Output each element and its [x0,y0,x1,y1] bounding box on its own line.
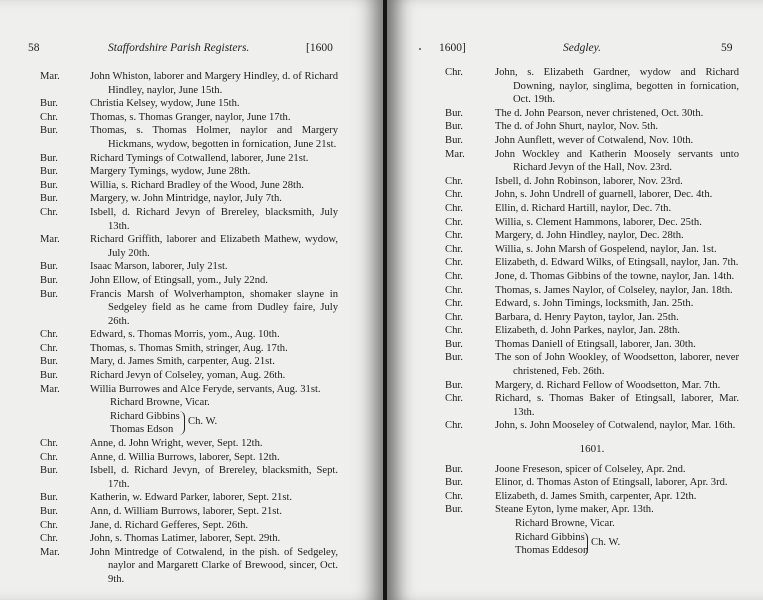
register-entry [445,463,739,477]
entry-type: Bur. [40,356,58,368]
register-entry [40,519,338,533]
entry-text: Elizabeth, d. John Parkes, naylor, Jan. 28th. [495,325,680,337]
entry-type: Bur. [445,477,463,489]
register-entry [40,179,338,193]
register-entry [445,476,739,490]
entry-text: Anne, d. John Wright, wever, Sept. 12th. [90,438,263,450]
register-entry [445,120,739,134]
register-entry [40,152,338,166]
entry-type: Bur. [40,193,58,205]
entry-text: Isbell, d. John Robinson, laborer, Nov. 23rd. [495,175,683,187]
register-entry [40,97,338,111]
register-entry [40,342,338,356]
entry-type: Chr. [40,451,58,463]
entry-type: Chr. [445,202,463,214]
entry-type: Bur. [40,506,58,517]
register-entry [40,464,338,491]
entry-text: Christia Kelsey, wydow, June 15th. [90,98,240,110]
left-register-entries [40,70,338,587]
entry-text: Thomas Daniell of Etingsall, laborer, Jan. 30th. [495,338,696,350]
entry-text: John Wockley and Katherin Moosely servants unto Richard Jevyn of the Hall, Nov. 23rd. [495,148,739,174]
entry-text: Willia, s. Clement Hammons, laborer, Dec. 25th. [495,216,702,228]
entry-text: John Aunflett, wever of Cotwalend, Nov. 10th. [495,134,694,146]
entry-text: Jone, d. Thomas Gibbins of the towne, naylor, Jan. 14th. [495,270,735,282]
entry-type: Mar. [40,234,60,246]
entry-type: Mar. [445,148,465,160]
running-title: Sedgley. [563,42,601,54]
register-entry [40,369,338,383]
register-entry [445,284,739,298]
entry-text: Isaac Marson, laborer, July 21st. [90,261,228,273]
entry-type: Bur. [445,463,463,475]
entry-text: Anne, d. Willia Burrows, laborer, Sept. 12th. [90,451,280,463]
churchwarden-2: Thomas Edson [110,424,174,436]
signatories-block [495,517,739,558]
register-entry [40,70,338,97]
entry-text: Isbell, d. Richard Jevyn of Brereley, blacksmith, July 13th. [90,206,338,232]
entry-type: Chr. [445,216,463,228]
register-entry [445,270,739,284]
right-page [387,0,763,600]
entry-type: Bur. [40,125,58,137]
register-entry [40,124,338,151]
entry-type: Bur. [40,179,58,191]
entry-type: Chr. [40,533,58,545]
entry-type: Chr. [445,325,463,337]
entry-text: John, s. John Undrell of guarnell, laborer, Dec. 4th. [495,189,713,201]
entry-text: Elizabeth, d. James Smith, carpenter, Apr. 12th. [495,490,697,502]
entry-text: Thomas, s. Thomas Smith, stringer, Aug. 17th. [90,342,288,354]
register-entry [40,165,338,179]
entry-type: Bur. [40,152,58,164]
register-entry [40,491,338,505]
register-entry [40,111,338,125]
entry-text: John Mintredge of Cotwalend, in the pish. of Sedgeley, naylor and Margarett Clarke of Brewood, sincer, Oct. 9th. [90,546,338,585]
register-entry [445,503,739,517]
brace-mark [178,411,185,435]
entry-text: Edward, s. Thomas Morris, yom., Aug. 10th. [90,329,280,341]
running-title: Staffordshire Parish Registers. [108,42,250,54]
entry-type: Mar. [40,383,60,395]
entry-text: Edward, s. John Timings, locksmith, Jan. 25th. [495,298,694,310]
entry-type: Chr. [445,311,463,323]
entry-text: Katherin, w. Edward Parker, laborer, Sept. 21st. [90,492,293,504]
page-number: 59 [721,42,733,54]
entry-type: Chr. [40,329,58,341]
entry-type: Chr. [445,230,463,242]
register-entry [40,288,338,329]
entry-type: Chr. [445,257,463,269]
entry-type: Bur. [40,370,58,382]
entry-type: Chr. [445,67,463,78]
entry-text: Margery, d. Richard Fellow of Woodsetton, Mar. 7th. [495,379,721,391]
entry-type: Mar. [40,546,60,558]
year-bracket: 1600] [439,42,466,54]
entry-type: Mar. [40,71,60,82]
register-entry [40,383,338,397]
entry-text: John Ellow, of Etingsall, yom., July 22nd. [90,274,268,286]
register-entry [40,233,338,260]
entry-type: Bur. [445,352,463,364]
register-entry [445,107,739,121]
entry-text: Isbell, d. Richard Jevyn, of Brereley, blacksmith, Sept. 17th. [90,465,338,490]
entry-text: Willia, s. John Marsh of Gospelend, naylor, Jan. 1st. [495,243,717,255]
register-entry [445,490,739,504]
register-entry [445,379,739,393]
register-entry [445,216,739,230]
register-entry [445,297,739,311]
entry-type: Chr. [445,270,463,282]
register-entry [445,134,739,148]
register-entry [40,451,338,465]
entry-text: Elinor, d. Thomas Aston of Etingsall, laborer, Apr. 3rd. [495,477,728,489]
entry-text: The son of John Wookley, of Woodsetton, laborer, never christened, Feb. 26th. [495,352,739,378]
right-register-entries [445,66,739,558]
signatories-block [90,396,338,437]
entry-text: Jane, d. Richard Gefferes, Sept. 26th. [90,519,249,531]
entry-type: Chr. [445,490,463,502]
entry-text: Margery, d. John Hindley, naylor, Dec. 28th. [495,230,684,242]
entry-type: Bur. [445,379,463,391]
entry-text: The d. John Pearson, never christened, Oct. 30th. [495,107,704,119]
register-entry [445,243,739,257]
entry-type: Bur. [40,274,58,286]
entry-text: Elizabeth, d. Edward Wilks, of Etingsall, naylor, Jan. 7th. [495,257,739,269]
entry-text: John Whiston, laborer and Margery Hindley, d. of Richard Hindley, naylor, June 15th. [90,71,338,96]
entry-text: Joone Freseson, spicer of Colseley, Apr. 2nd. [495,463,686,475]
register-entry [445,311,739,325]
year-bracket: [1600 [306,42,333,54]
entry-type: Chr. [445,420,463,432]
entry-type: Chr. [445,189,463,201]
entry-type: Bur. [40,465,58,477]
entry-text: Thomas, s. James Naylor, of Colseley, naylor, Jan. 18th. [495,284,733,296]
entry-type: Bur. [445,504,463,516]
entry-type: Bur. [40,492,58,504]
entry-text: Richard Tymings of Cotwallend, laborer, June 21st. [90,152,309,164]
vicar-signature: Richard Browne, Vicar. [110,397,210,409]
register-entry [445,175,739,189]
entry-type: Bur. [40,98,58,110]
entry-type: Chr. [445,298,463,310]
register-entry [445,256,739,270]
register-entry [40,192,338,206]
entry-text: Francis Marsh of Wolverhampton, shomaker slayne in Sedgeley field as he came from Dudley faire, July 26th. [90,288,338,327]
entry-text: Margery, w. John Mintridge, naylor, July 7th. [90,193,282,205]
entry-text: Richard Griffith, laborer and Elizabeth Mathew, wydow, July 20th. [90,234,338,259]
register-entry [40,437,338,451]
entry-text: Thomas, s. Thomas Granger, naylor, June 17th. [90,111,291,123]
page-number: 58 [28,42,40,54]
entry-type: Chr. [445,243,463,255]
register-entry [40,546,338,587]
entry-text: John, s. Elizabeth Gardner, wydow and Richard Downing, naylor, singlima, begotten in fornication, Oct. 19th. [495,67,739,106]
entry-text: The d. of John Shurt, naylor, Nov. 5th. [495,121,659,133]
churchwarden-1: Richard Gibbins [110,410,180,422]
entry-type: Bur. [40,166,58,178]
register-entry [40,355,338,369]
churchwardens-label: Ch. W. [188,416,218,428]
vicar-signature: Richard Browne, Vicar. [515,518,615,529]
register-entry [445,66,739,107]
register-entry [40,505,338,519]
churchwardens-label: Ch. W. [591,537,621,548]
register-entry [40,206,338,233]
entry-type: Bur. [445,121,463,133]
year-heading: 1601. [579,443,605,456]
register-entry [40,274,338,288]
entry-type: Chr. [40,111,58,123]
register-entry [445,324,739,338]
entry-type: Bur. [40,261,58,273]
register-entry [445,229,739,243]
churchwarden-1: Richard Gibbins [515,531,585,543]
register-entry [445,148,739,175]
entry-text: Willia Burrowes and Alce Feryde, servants, Aug. 31st. [90,383,321,395]
entry-type: Chr. [40,519,58,531]
register-entry [445,351,739,378]
entry-text: Barbara, d. Henry Payton, taylor, Jan. 25th. [495,311,679,323]
entry-text: Thomas, s. Thomas Holmer, naylor and Margery Hickmans, wydow, begotten in fornication, June 21st. [90,125,338,150]
churchwarden-2: Thomas Eddeson [515,545,589,557]
entry-type: Bur. [445,107,463,119]
entry-text: John, s. Thomas Latimer, laborer, Sept. 29th. [90,533,281,545]
entry-text: Ann, d. William Burrows, laborer, Sept. 21st. [90,506,282,517]
entry-type: Chr. [445,175,463,187]
entry-text: Richard Jevyn of Colseley, yoman, Aug. 26th. [90,370,286,382]
register-entry [445,392,739,419]
entry-text: Willia, s. Richard Bradley of the Wood, June 28th. [90,179,304,191]
entry-type: Bur. [40,288,58,300]
register-entry [40,532,338,546]
entry-text: Ellin, d. Richard Hartill, naylor, Dec. 7th. [495,202,672,214]
entry-text: Steane Eyton, lyme maker, Apr. 13th. [495,504,654,516]
register-entry [445,419,739,433]
entry-text: John, s. John Mooseley of Cotwalend, naylor, Mar. 16th. [495,420,736,432]
brace-mark [581,532,588,556]
entry-type: Bur. [445,134,463,146]
entry-type: Chr. [445,284,463,296]
entry-type: Chr. [40,206,58,218]
register-entry [445,202,739,216]
entry-text: Mary, d. James Smith, carpenter, Aug. 21st. [90,356,275,368]
register-entry [40,328,338,342]
entry-type: Chr. [40,438,58,450]
register-entry [445,338,739,352]
register-entry [40,260,338,274]
entry-type: Chr. [445,393,463,405]
entry-type: Chr. [40,342,58,354]
register-entry [445,188,739,202]
entry-text: Margery Tymings, wydow, June 28th. [90,166,251,178]
paper-spot [419,48,421,50]
entry-type: Bur. [445,338,463,350]
entry-text: Richard, s. Thomas Baker of Etingsall, laborer, Mar. 13th. [495,393,739,418]
